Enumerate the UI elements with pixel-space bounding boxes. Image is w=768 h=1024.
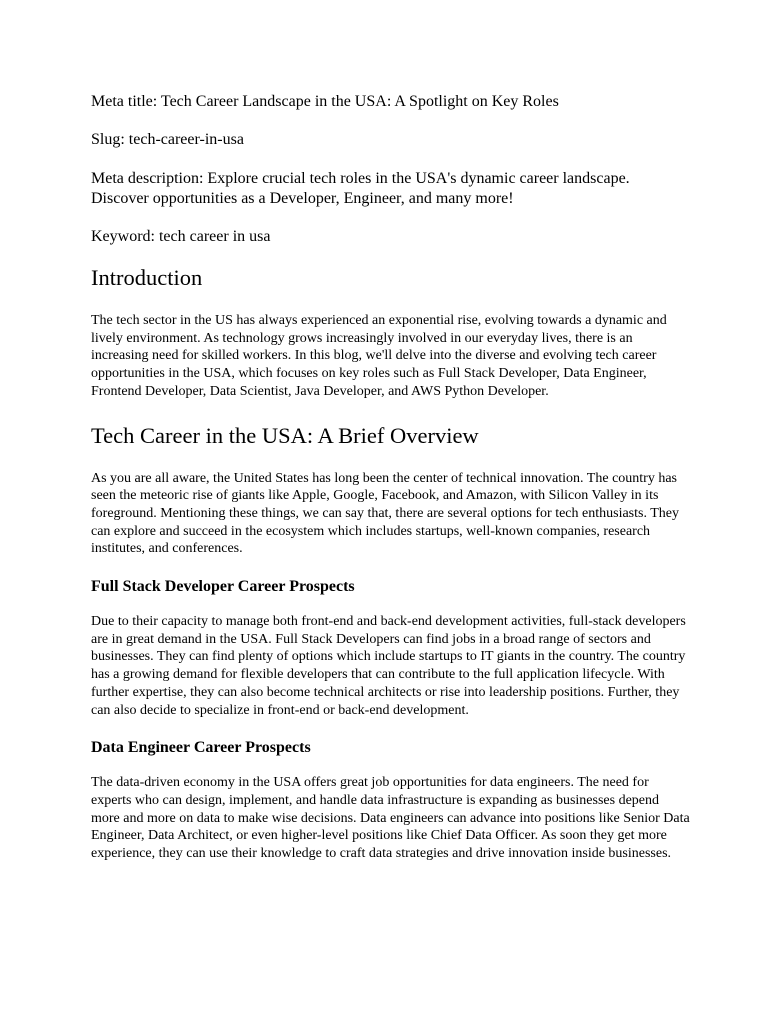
document-page bbox=[91, 92, 691, 882]
heading-overview: Tech Career in the USA: A Brief Overview bbox=[91, 422, 479, 448]
heading-introduction: Introduction bbox=[91, 265, 203, 290]
slug: Slug: tech-career-in-usa bbox=[91, 131, 244, 148]
heading-data-engineer: Data Engineer Career Prospects bbox=[91, 739, 311, 757]
paragraph-overview: As you are all aware, the United States has long been the center of technical innovation. The country has seen the meteoric rise of giants like Apple, Google, Facebook, and Amazon, with Silicon Valley in its foreground. Mentioning these things, we can say that, there are several options for tech enthusiasts. They can explore and succeed in the ecosystem which includes startups, well-known companies, research institutes, and conferences. bbox=[91, 470, 679, 557]
paragraph-data-engineer: The data-driven economy in the USA offers great job opportunities for data engineers. The need for experts who can design, implement, and handle data infrastructure is expanding as businesses depend more and more on data to make wise decisions. Data engineers can advance into positions like Senior Data Engineer, Data Architect, or even higher-level positions like Chief Data Officer. As soon they get more experience, they can use their knowledge to craft data strategies and drive innovation inside businesses. bbox=[91, 775, 690, 862]
meta-description: Meta description: Explore crucial tech roles in the USA's dynamic career landscape. Discover opportunities as a Developer, Engineer, and many more! bbox=[91, 170, 630, 207]
keyword: Keyword: tech career in usa bbox=[91, 228, 271, 245]
meta-title: Meta title: Tech Career Landscape in the USA: A Spotlight on Key Roles bbox=[91, 93, 559, 110]
paragraph-introduction: The tech sector in the US has always experienced an exponential rise, evolving towards a dynamic and lively environment. As technology grows increasingly involved in our everyday lives, there is an increasing need for skilled workers. In this blog, we'll delve into the diverse and evolving tech career opportunities in the USA, which focuses on key roles such as Full Stack Developer, Data Engineer, Frontend Developer, Data Scientist, Java Developer, and AWS Python Developer. bbox=[91, 313, 667, 399]
paragraph-full-stack: Due to their capacity to manage both front-end and back-end development activities, full-stack developers are in great demand in the USA. Full Stack Developers can find jobs in a broad range of sectors and businesses. They can find plenty of options which include startups to IT giants in the country. The country has a growing demand for flexible developers that can contribute to the full application lifecycle. With further expertise, they can also become technical architects or rise into leadership positions. Further, they can also decide to specialize in front-end or back-end development. bbox=[91, 614, 686, 718]
heading-full-stack: Full Stack Developer Career Prospects bbox=[91, 578, 355, 596]
